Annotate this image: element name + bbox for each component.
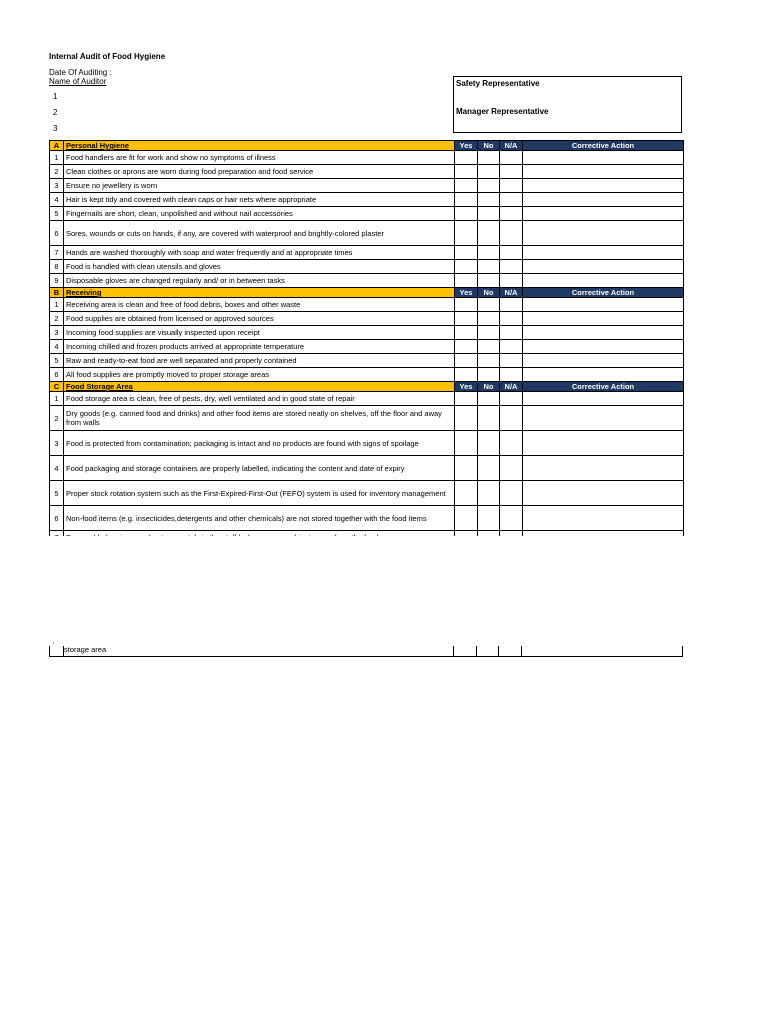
corrective-action-cell[interactable]	[523, 165, 684, 179]
item-number: 3	[50, 431, 64, 456]
item-number: 6	[50, 221, 64, 246]
na-checkbox-cell[interactable]	[500, 456, 523, 481]
corrective-action-cell[interactable]	[523, 151, 684, 165]
corrective-action-cell[interactable]	[523, 406, 684, 431]
section-letter: C	[50, 382, 64, 392]
na-checkbox-cell[interactable]	[500, 312, 523, 326]
item-number: 2	[50, 312, 64, 326]
na-checkbox-cell[interactable]	[500, 506, 523, 531]
yes-checkbox-cell[interactable]	[455, 298, 478, 312]
na-checkbox-cell[interactable]	[500, 151, 523, 165]
item-text: Incoming food supplies are visually inspected upon receipt	[64, 326, 455, 340]
continued-row-bottom-border	[49, 656, 683, 657]
checklist-row	[50, 298, 684, 312]
na-checkbox-cell[interactable]	[500, 326, 523, 340]
item-text: Hair is kept tidy and covered with clean caps or hair nets where appropriate	[64, 193, 455, 207]
no-checkbox-cell[interactable]	[478, 260, 500, 274]
corrective-action-cell[interactable]	[523, 354, 684, 368]
item-number: 5	[50, 481, 64, 506]
continued-border	[476, 646, 477, 656]
yes-checkbox-cell[interactable]	[455, 326, 478, 340]
section-letter: A	[50, 141, 64, 151]
no-checkbox-cell[interactable]	[478, 298, 500, 312]
item-number: 4	[50, 340, 64, 354]
na-checkbox-cell[interactable]	[500, 207, 523, 221]
yes-checkbox-cell[interactable]	[455, 165, 478, 179]
checklist-row	[50, 246, 684, 260]
yes-checkbox-cell[interactable]	[455, 368, 478, 382]
checklist-row	[50, 506, 684, 531]
checklist-row	[50, 406, 684, 431]
yes-checkbox-cell[interactable]	[455, 221, 478, 246]
item-number: 7	[50, 246, 64, 260]
yes-checkbox-cell[interactable]	[455, 431, 478, 456]
item-number: 8	[50, 260, 64, 274]
corrective-action-column-header: Corrective Action	[523, 382, 684, 392]
item-text: Food packaging and storage containers are properly labelled, indicating the content and date of expiry	[64, 456, 455, 481]
continued-border	[498, 646, 499, 656]
no-checkbox-cell[interactable]	[478, 179, 500, 193]
safety-representative-label: Safety Representative	[456, 79, 540, 88]
no-checkbox-cell[interactable]	[478, 207, 500, 221]
corrective-action-cell[interactable]	[523, 246, 684, 260]
no-checkbox-cell[interactable]	[478, 456, 500, 481]
item-number: 1	[50, 151, 64, 165]
yes-column-header: Yes	[455, 382, 478, 392]
continued-border	[521, 646, 522, 656]
na-column-header: N/A	[500, 141, 523, 151]
representatives-box	[453, 76, 682, 133]
item-number: 2	[50, 406, 64, 431]
na-checkbox-cell[interactable]	[500, 165, 523, 179]
no-checkbox-cell[interactable]	[478, 392, 500, 406]
no-column-header: No	[478, 141, 500, 151]
no-checkbox-cell[interactable]	[478, 246, 500, 260]
no-checkbox-cell[interactable]	[478, 340, 500, 354]
checklist-row	[50, 354, 684, 368]
na-checkbox-cell[interactable]	[500, 481, 523, 506]
no-checkbox-cell[interactable]	[478, 221, 500, 246]
na-checkbox-cell[interactable]	[500, 340, 523, 354]
corrective-action-cell[interactable]	[523, 312, 684, 326]
corrective-action-cell[interactable]	[523, 506, 684, 531]
no-column-header: No	[478, 382, 500, 392]
continued-border	[453, 646, 454, 656]
no-checkbox-cell[interactable]	[478, 274, 500, 288]
yes-checkbox-cell[interactable]	[455, 354, 478, 368]
na-checkbox-cell[interactable]	[500, 431, 523, 456]
na-checkbox-cell[interactable]	[500, 368, 523, 382]
na-checkbox-cell[interactable]	[500, 298, 523, 312]
yes-checkbox-cell[interactable]	[455, 274, 478, 288]
item-number: 6	[50, 506, 64, 531]
yes-checkbox-cell[interactable]	[455, 340, 478, 354]
na-checkbox-cell[interactable]	[500, 246, 523, 260]
no-column-header: No	[478, 288, 500, 298]
item-number: 5	[50, 354, 64, 368]
yes-checkbox-cell[interactable]	[455, 260, 478, 274]
no-checkbox-cell[interactable]	[478, 165, 500, 179]
section-header-row	[50, 141, 684, 151]
yes-checkbox-cell[interactable]	[455, 392, 478, 406]
continued-border	[63, 646, 64, 656]
na-checkbox-cell[interactable]	[500, 221, 523, 246]
item-number: 6	[50, 368, 64, 382]
checklist-row	[50, 392, 684, 406]
item-text: Hands are washed thoroughly with soap and water frequently and at appropriate times	[64, 246, 455, 260]
item-text: All food supplies are promptly moved to proper storage areas	[64, 368, 455, 382]
checklist-row	[50, 221, 684, 246]
yes-checkbox-cell[interactable]	[455, 406, 478, 431]
corrective-action-cell[interactable]	[523, 368, 684, 382]
section-title: Personal Hygiene	[64, 141, 455, 151]
date-of-auditing-label: Date Of Auditing :	[49, 68, 112, 77]
checklist-row	[50, 326, 684, 340]
section-title: Receiving	[64, 288, 455, 298]
no-checkbox-cell[interactable]	[478, 326, 500, 340]
corrective-action-cell[interactable]	[523, 326, 684, 340]
yes-checkbox-cell[interactable]	[455, 151, 478, 165]
audit-table-body	[50, 141, 684, 545]
item-text: Sores, wounds or cuts on hands, if any, are covered with waterproof and brightly-colored plaster	[64, 221, 455, 246]
item-text: Receiving area is clean and free of food debris, boxes and other waste	[64, 298, 455, 312]
na-column-header: N/A	[500, 288, 523, 298]
item-number: 1	[50, 298, 64, 312]
manager-representative-label: Manager Representative	[456, 107, 549, 116]
corrective-action-cell[interactable]	[523, 193, 684, 207]
checklist-row	[50, 456, 684, 481]
checklist-row	[50, 260, 684, 274]
item-text: Raw and ready-to-eat food are well separated and properly contained	[64, 354, 455, 368]
continued-border	[682, 646, 683, 656]
continued-row-number-marker: '	[53, 643, 55, 649]
section-header-row	[50, 382, 684, 392]
na-checkbox-cell[interactable]	[500, 193, 523, 207]
section-header-row	[50, 288, 684, 298]
no-checkbox-cell[interactable]	[478, 151, 500, 165]
yes-checkbox-cell[interactable]	[455, 506, 478, 531]
item-number: 4	[50, 456, 64, 481]
item-text: Incoming chilled and frozen products arrived at appropriate temperature	[64, 340, 455, 354]
no-checkbox-cell[interactable]	[478, 406, 500, 431]
yes-checkbox-cell[interactable]	[455, 193, 478, 207]
checklist-row	[50, 312, 684, 326]
no-checkbox-cell[interactable]	[478, 193, 500, 207]
section-letter: B	[50, 288, 64, 298]
item-number: 5	[50, 207, 64, 221]
checklist-row	[50, 340, 684, 354]
checklist-row	[50, 207, 684, 221]
item-text: Fingernails are short, clean, unpolished and without nail accessories	[64, 207, 455, 221]
na-checkbox-cell[interactable]	[500, 179, 523, 193]
no-checkbox-cell[interactable]	[478, 506, 500, 531]
checklist-row	[50, 481, 684, 506]
continued-border	[49, 646, 50, 656]
corrective-action-cell[interactable]	[523, 481, 684, 506]
na-checkbox-cell[interactable]	[500, 260, 523, 274]
auditor-number-3: 3	[53, 124, 58, 133]
corrective-action-cell[interactable]	[523, 431, 684, 456]
corrective-action-cell[interactable]	[523, 260, 684, 274]
audit-checklist-table	[49, 140, 684, 545]
section-title: Food Storage Area	[64, 382, 455, 392]
no-checkbox-cell[interactable]	[478, 431, 500, 456]
checklist-row	[50, 274, 684, 288]
checklist-row	[50, 368, 684, 382]
checklist-row	[50, 193, 684, 207]
yes-column-header: Yes	[455, 141, 478, 151]
checklist-row	[50, 165, 684, 179]
corrective-action-column-header: Corrective Action	[523, 288, 684, 298]
corrective-action-cell[interactable]	[523, 392, 684, 406]
item-text: Ensure no jewellery is worn	[64, 179, 455, 193]
item-number: 1	[50, 392, 64, 406]
corrective-action-cell[interactable]	[523, 179, 684, 193]
auditor-number-2: 2	[53, 108, 58, 117]
corrective-action-cell[interactable]	[523, 340, 684, 354]
item-text: Food storage area is clean, free of pests, dry, well ventilated and in good state of repair	[64, 392, 455, 406]
item-text: Food is protected from contamination; packaging is intact and no products are found with signs of spoilage	[64, 431, 455, 456]
item-text: Proper stock rotation system such as the First-Expired-First-Out (FEFO) system is used for inventory management	[64, 481, 455, 506]
na-column-header: N/A	[500, 382, 523, 392]
no-checkbox-cell[interactable]	[478, 368, 500, 382]
corrective-action-cell[interactable]	[523, 221, 684, 246]
yes-checkbox-cell[interactable]	[455, 312, 478, 326]
item-text: Food handlers are fit for work and show no symptoms of illness	[64, 151, 455, 165]
page-gap	[47, 536, 687, 640]
auditor-number-1: 1	[53, 92, 58, 101]
corrective-action-cell[interactable]	[523, 456, 684, 481]
item-text: Disposable gloves are changed regularly and/ or in between tasks	[64, 274, 455, 288]
yes-checkbox-cell[interactable]	[455, 456, 478, 481]
corrective-action-cell[interactable]	[523, 298, 684, 312]
yes-checkbox-cell[interactable]	[455, 179, 478, 193]
checklist-row	[50, 151, 684, 165]
corrective-action-cell[interactable]	[523, 207, 684, 221]
na-checkbox-cell[interactable]	[500, 392, 523, 406]
item-text: Clean clothes or aprons are worn during food preparation and food service	[64, 165, 455, 179]
item-text: Food is handled with clean utensils and gloves	[64, 260, 455, 274]
name-of-auditor-label: Name of Auditor	[49, 77, 107, 86]
corrective-action-column-header: Corrective Action	[523, 141, 684, 151]
na-checkbox-cell[interactable]	[500, 274, 523, 288]
item-number: 2	[50, 165, 64, 179]
checklist-row	[50, 431, 684, 456]
yes-column-header: Yes	[455, 288, 478, 298]
item-number: 4	[50, 193, 64, 207]
na-checkbox-cell[interactable]	[500, 354, 523, 368]
item-text: Food supplies are obtained from licensed or approved sources	[64, 312, 455, 326]
document-title: Internal Audit of Food Hygiene	[49, 52, 166, 61]
item-text: Non-food items (e.g. insecticides,detergents and other chemicals) are not stored together with the food items	[64, 506, 455, 531]
no-checkbox-cell[interactable]	[478, 354, 500, 368]
yes-checkbox-cell[interactable]	[455, 246, 478, 260]
item-number: 9	[50, 274, 64, 288]
corrective-action-cell[interactable]	[523, 274, 684, 288]
continued-item-text: storage area	[64, 645, 107, 654]
no-checkbox-cell[interactable]	[478, 481, 500, 506]
checklist-row	[50, 179, 684, 193]
no-checkbox-cell[interactable]	[478, 312, 500, 326]
item-number: 3	[50, 179, 64, 193]
yes-checkbox-cell[interactable]	[455, 481, 478, 506]
item-number: 3	[50, 326, 64, 340]
na-checkbox-cell[interactable]	[500, 406, 523, 431]
yes-checkbox-cell[interactable]	[455, 207, 478, 221]
item-text: Dry goods (e.g. canned food and drinks) and other food items are stored neatly on shelves, off the floor and away from walls	[64, 406, 455, 431]
